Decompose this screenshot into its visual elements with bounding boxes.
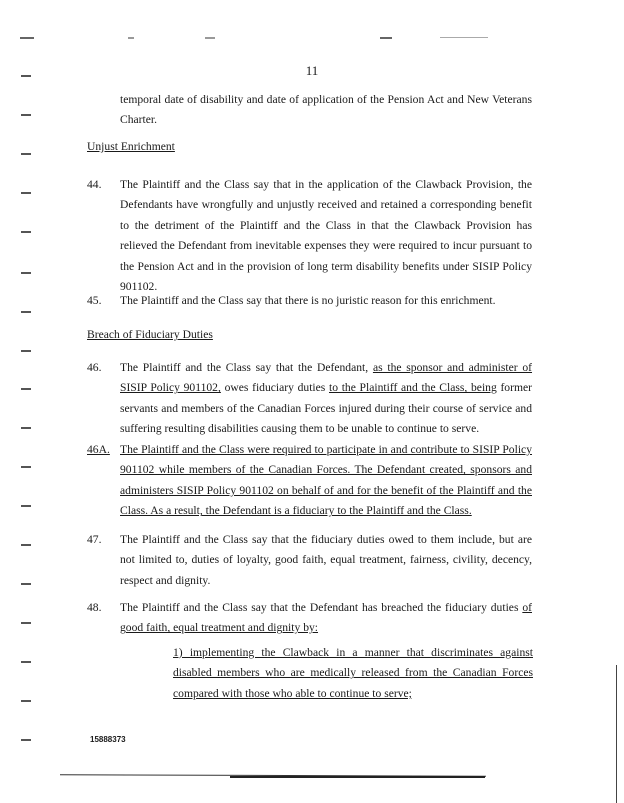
page-number: 11 [305, 63, 319, 78]
scan-artifact [440, 37, 488, 38]
margin-mark [21, 153, 31, 155]
margin-mark [21, 622, 31, 624]
margin-mark [21, 661, 31, 663]
section-heading-unjust-enrichment: Unjust Enrichment [87, 140, 175, 153]
margin-mark [21, 272, 31, 274]
footer-rule [230, 776, 485, 778]
paragraph-number: 45. [87, 294, 102, 307]
scan-edge [616, 665, 617, 803]
margin-mark [21, 700, 31, 702]
text-run: The Plaintiff and the Class say that the Defendant, [120, 361, 373, 374]
margin-mark [21, 114, 31, 116]
paragraph-48 [120, 598, 532, 639]
margin-mark [21, 231, 31, 233]
margin-mark [21, 311, 31, 313]
document-id: 15888373 [90, 735, 126, 744]
scan-artifact [380, 37, 392, 39]
margin-mark [21, 739, 31, 741]
margin-mark [21, 388, 31, 390]
paragraph-number: 46A. [87, 443, 110, 456]
text-run: owes fiduciary duties [220, 381, 329, 395]
paragraph-48-subitem-1: 1) implementing the Clawback in a manner that discriminates against disabled members who are medically released from the Canadian Forces compared with those who able to continue to serve; [173, 646, 533, 700]
margin-mark [21, 583, 31, 585]
text-run-amended: to the Plaintiff and the Class, being [329, 381, 497, 395]
paragraph-46a: The Plaintiff and the Class were required to participate in and contribute to SISIP Policy 901102 while members of the Canadian Forces. The Defendant created, sponsors and administers SISIP Policy 901102 on behalf of and for the benefit of the Plaintiff and the Class. As a result, the Defendant is a fiduciary to the Plaintiff and the Class. [120, 443, 532, 518]
scan-artifact [205, 37, 215, 39]
margin-mark [21, 505, 31, 507]
continuation-text: temporal date of disability and date of application of the Pension Act and New Veterans Charter. [120, 93, 532, 127]
paragraph-47: The Plaintiff and the Class say that the fiduciary duties owed to them include, but are not limited to, duties of loyalty, good faith, equal treatment, fairness, civility, decency, respect and dignity. [120, 533, 532, 587]
text-run: former servants and members of the Canadian Forces injured during their course of service and suffering resulting disabilities causing them to be unable to continue to serve. [120, 381, 532, 436]
paragraph-number: 47. [87, 533, 102, 546]
paragraph-46 [120, 358, 532, 440]
text-run-amended: as the sponsor and administer of SISIP Policy 901102, [120, 361, 533, 395]
text-run: The Plaintiff and the Class say that the Defendant has breached the fiduciary duties [120, 601, 523, 614]
scan-artifact [20, 37, 34, 39]
text-run-amended: of good faith, equal treatment and dignity by: [120, 601, 532, 635]
margin-mark [21, 192, 31, 194]
paragraph-number: 44. [87, 178, 102, 191]
paragraph-number: 46. [87, 361, 102, 374]
margin-mark [21, 466, 31, 468]
scan-artifact [128, 37, 134, 39]
section-heading-breach-of-fiduciary-duties: Breach of Fiduciary Duties [87, 328, 213, 341]
margin-mark [21, 350, 31, 352]
paragraph-45: The Plaintiff and the Class say that there is no juristic reason for this enrichment. [120, 294, 496, 307]
paragraph-44: The Plaintiff and the Class say that in the application of the Clawback Provision, the Defendants have wrongfully and unjustly received and retained a corresponding benefit to the detriment of the Plaintiff and the Class in that the Clawback Provision has relieved the Defendant from inevitable expenses they were required to incur pursuant to the Pension Act and in the provision of long term disability benefits under SISIP Policy 901102. [120, 178, 532, 294]
paragraph-number: 48. [87, 601, 102, 614]
margin-mark [21, 427, 31, 429]
margin-mark [21, 544, 31, 546]
